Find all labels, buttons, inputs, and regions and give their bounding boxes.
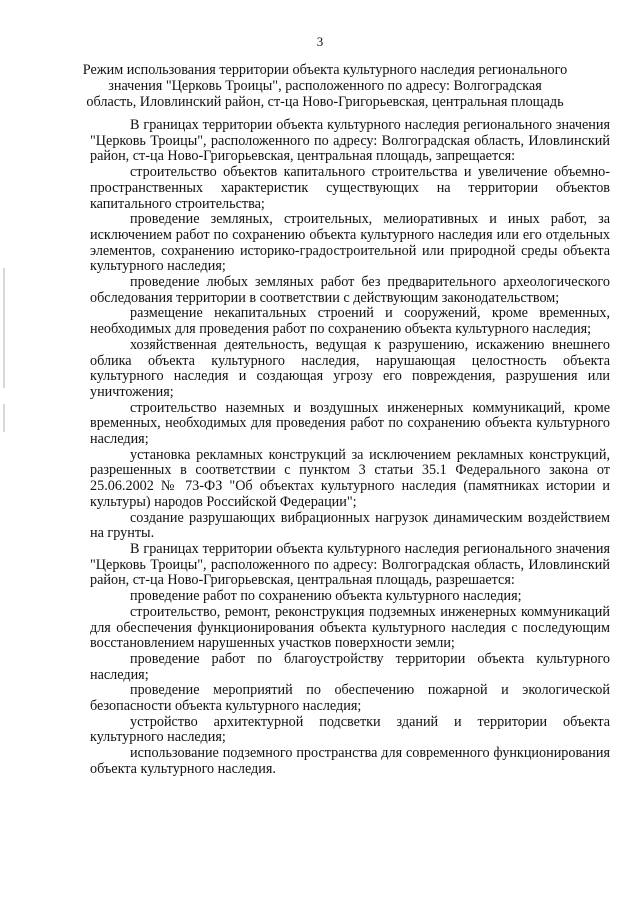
- paragraph-permitted-intro: В границах территории объекта культурного наследия регионального значения "Церковь Троицы", расположенного по адресу: Волгоградская область, Иловлинский район, ст-ца Ново-Григорьевская, центральная площадь, разрешается:: [90, 540, 610, 589]
- list-item: проведение любых земляных работ без предварительного археологического обследования территории в соответствии с действующим законодательством;: [90, 274, 610, 306]
- list-item: хозяйственная деятельность, ведущая к разрушению, искажению внешнего облика объекта культурного наследия, нарушающая целостность объекта культурного наследия и создающая угрозу его повреждения, разрушения или уничтожения;: [90, 336, 610, 400]
- list-item: устройство архитектурной подсветки зданий и территории объекта культурного наследия;: [90, 713, 610, 746]
- list-item: проведение земляных, строительных, мелиоративных и иных работ, за исключением работ по сохранению объекта культурного наследия или его отдельных элементов, сохранению историко-градостроительной или природной среды объекта культурного наследия;: [90, 211, 610, 275]
- list-item: строительство, ремонт, реконструкция подземных инженерных коммуникаций для обеспечения функционирования объекта культурного наследия с последующим восстановлением нарушенных участков поверхности земли;: [90, 603, 610, 652]
- list-item: строительство наземных и воздушных инженерных коммуникаций, кроме временных, необходимых для проведения работ по сохранению объекта культурного наследия;: [90, 399, 610, 448]
- list-item: создание разрушающих вибрационных нагрузок динамическим воздействием на грунты.: [90, 509, 610, 542]
- scan-margin-mark: [3, 404, 5, 432]
- list-item: использование подземного пространства для современного функционирования объекта культурного наследия.: [90, 745, 610, 777]
- list-item: размещение некапитальных строений и сооружений, кроме временных, необходимых для проведения работ по сохранению объекта культурного наследия;: [90, 305, 610, 338]
- page-number: 3: [316, 34, 324, 49]
- title-line: значения "Церковь Троицы", расположенного по адресу: Волгоградская: [108, 78, 542, 94]
- list-item: строительство объектов капитального строительства и увеличение объемно-пространственных характеристик существующих на территории объектов капитального строительства;: [90, 164, 610, 212]
- scan-margin-mark: [3, 268, 5, 388]
- list-item: проведение мероприятий по обеспечению пожарной и экологической безопасности объекта культурного наследия;: [90, 682, 610, 715]
- list-item: установка рекламных конструкций за исключением рекламных конструкций, разрешенных в соответствии с пунктом 3 статьи 35.1 Федерального закона от 25.06.2002 № 73-ФЗ "Об объектах культурного наследия (памятниках истории и культуры) народов Российской Федерации";: [90, 446, 610, 510]
- list-item: проведение работ по благоустройству территории объекта культурного наследия;: [90, 650, 610, 683]
- title-line: область, Иловлинский район, ст-ца Ново-Григорьевская, центральная площадь: [86, 94, 564, 110]
- paragraph-prohibited-intro: В границах территории объекта культурного наследия регионального значения "Церковь Троицы", расположенного по адресу: Волгоградская область, Иловлинский район, ст-ца Ново-Григорьевская, центральная площадь, запрещается:: [90, 117, 610, 165]
- document-title: [78, 62, 572, 110]
- list-item: проведение работ по сохранению объекта культурного наследия;: [130, 588, 522, 605]
- document-body: [90, 118, 610, 778]
- title-line: Режим использования территории объекта культурного наследия регионального: [82, 62, 568, 78]
